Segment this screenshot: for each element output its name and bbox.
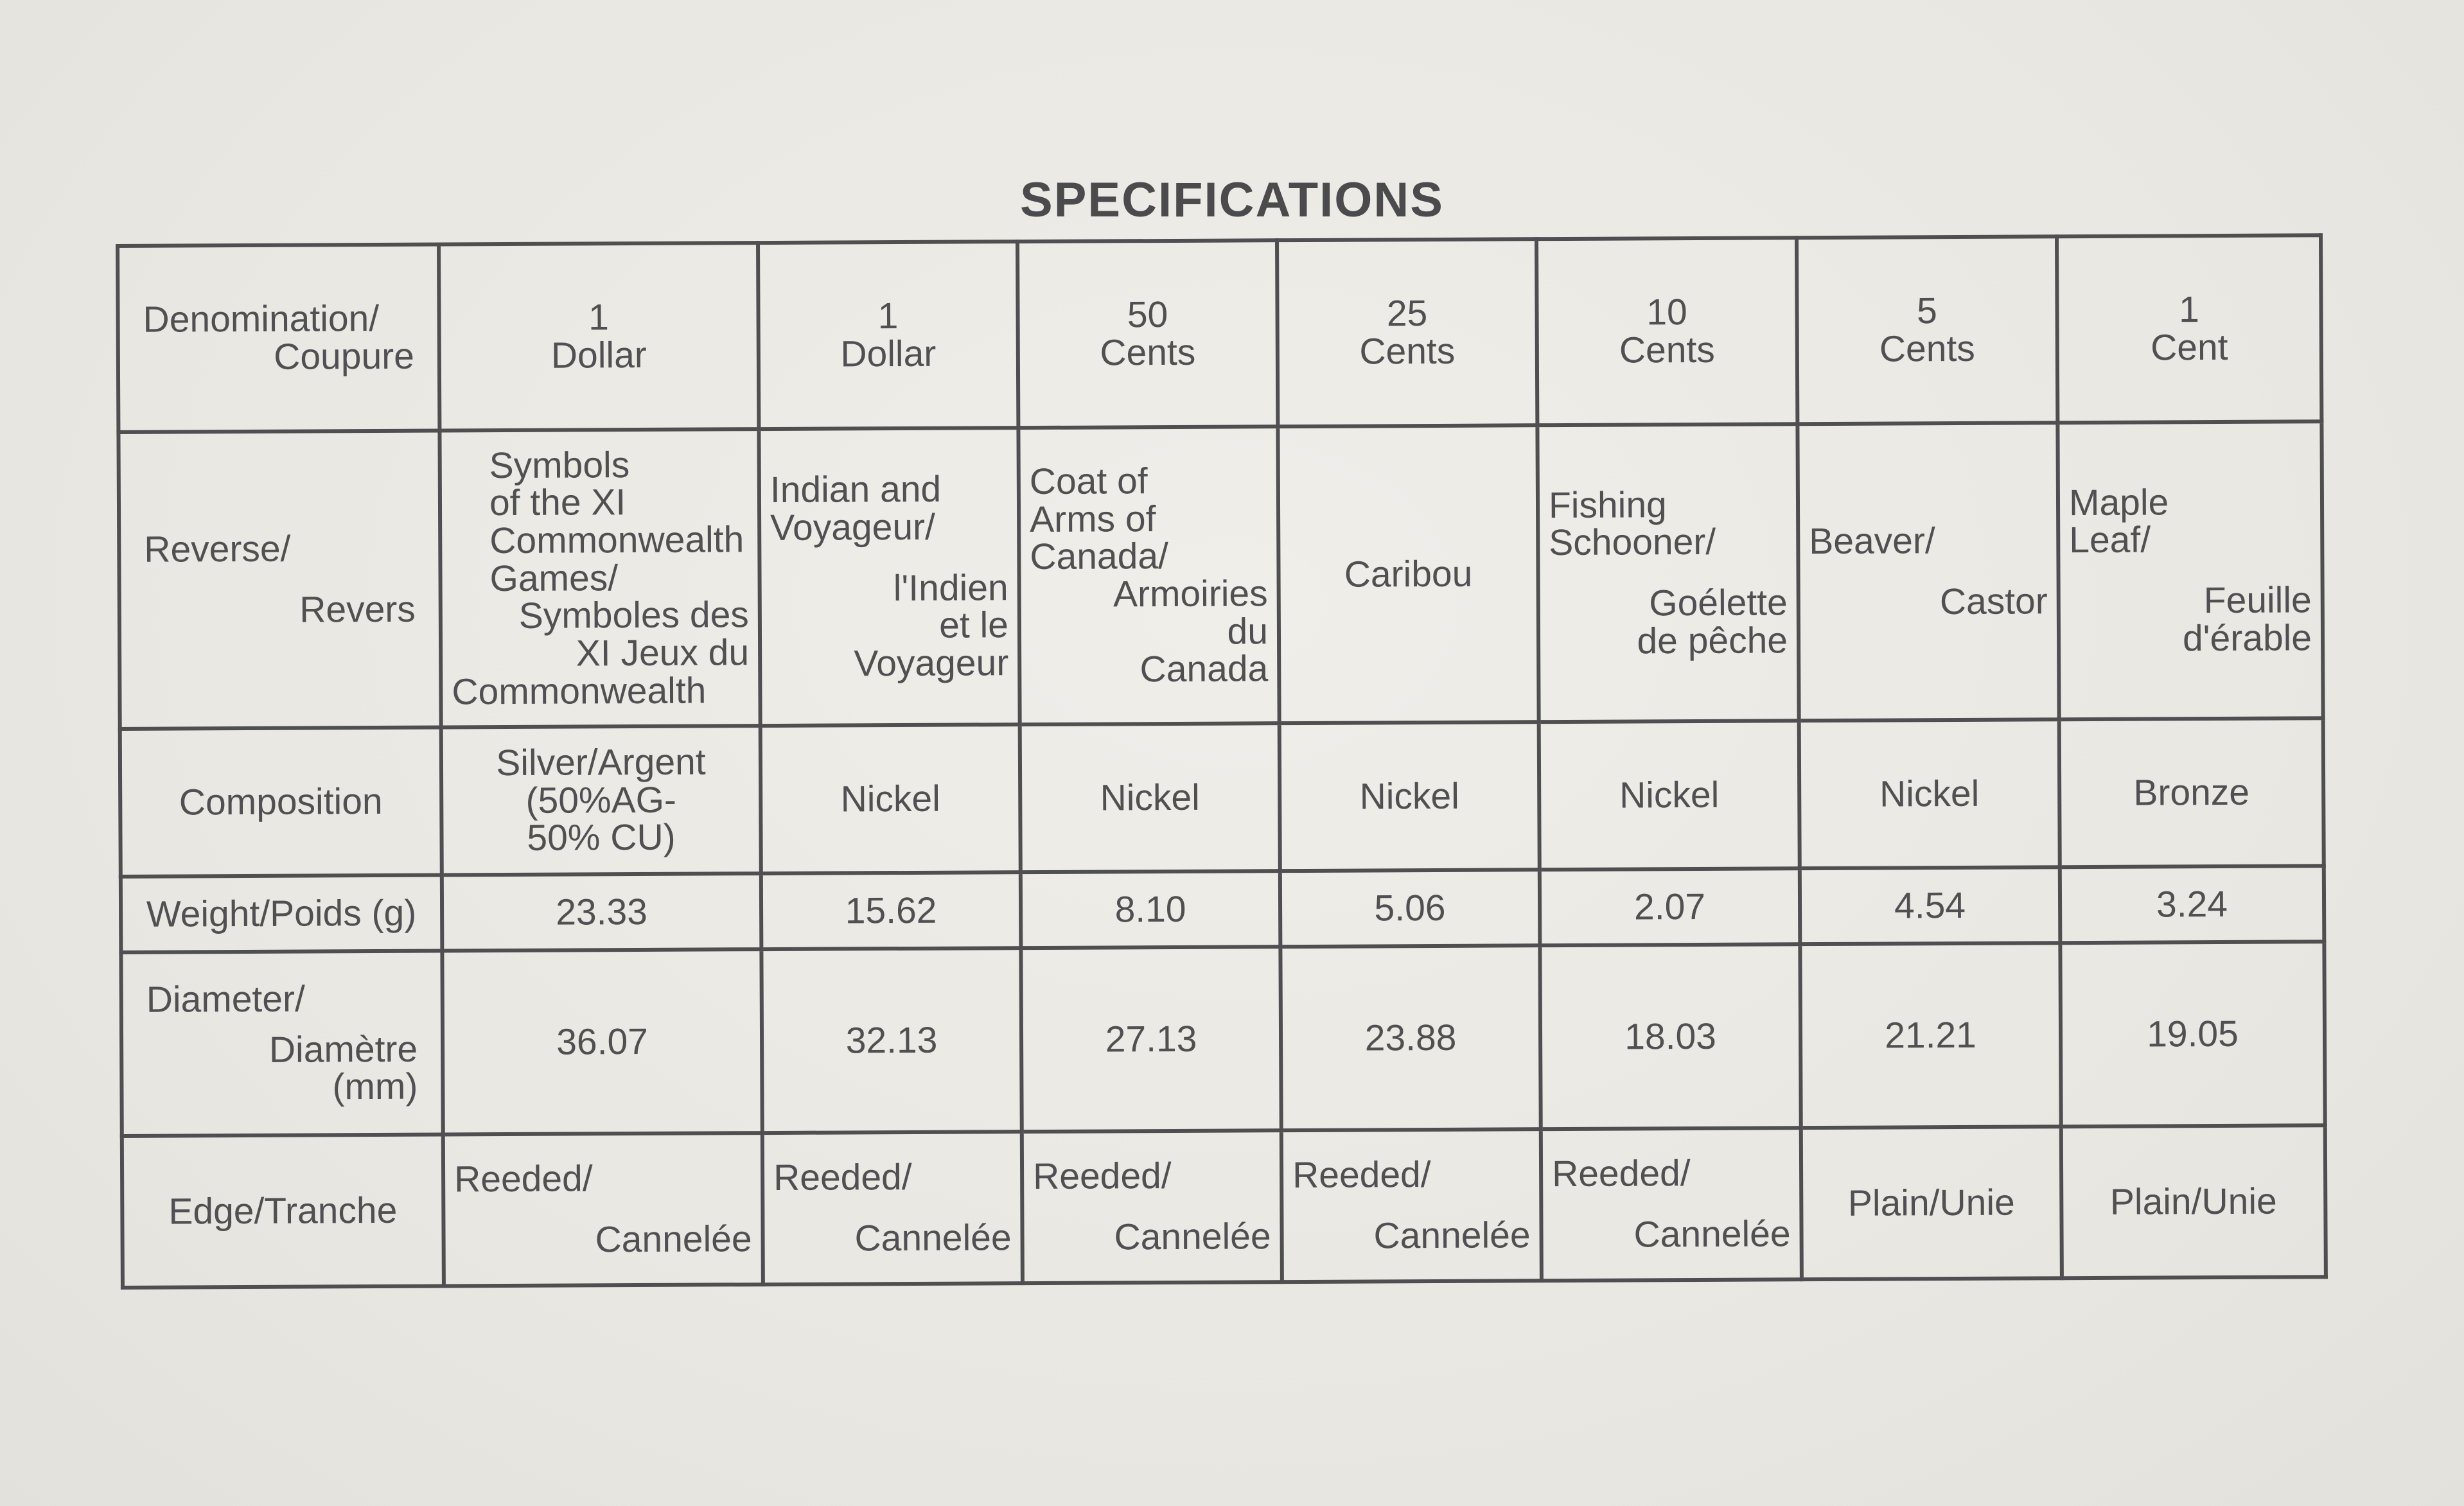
reverse-cell: Maple Leaf/ Feuille d'érable	[2057, 421, 2323, 719]
diameter-cell: 21.21	[1800, 943, 2061, 1128]
row-header-diameter: Diameter/ Diamètre (mm)	[121, 951, 443, 1136]
weight-cell: 8.10	[1021, 871, 1281, 948]
edge-cell: Reeded/ Cannelée	[1022, 1130, 1282, 1283]
denomination-cell: 1 Dollar	[758, 241, 1018, 429]
composition-cell: Nickel	[761, 724, 1021, 873]
denomination-cell: 1 Dollar	[439, 243, 759, 430]
edge-cell: Plain/Unie	[1801, 1126, 2062, 1279]
edge-cell: Reeded/ Cannelée	[443, 1133, 763, 1286]
row-header-denomination: Denomination/ Coupure	[118, 245, 439, 432]
weight-cell: 2.07	[1540, 868, 1800, 945]
denomination-cell: 25 Cents	[1277, 239, 1537, 426]
diameter-cell: 23.88	[1280, 945, 1540, 1130]
reverse-cell: Symbols of the XI Commonwealth Games/ Symboles des XI Jeux du Commonwealth	[439, 429, 760, 727]
denomination-cell: 1 Cent	[2057, 235, 2321, 423]
diameter-cell: 19.05	[2060, 941, 2325, 1126]
composition-cell: Silver/Argent (50%AG- 50% CU)	[441, 726, 761, 875]
reverse-cell: Caribou	[1278, 425, 1538, 723]
row-header-composition: Composition	[120, 728, 442, 877]
table-row-edge	[122, 1125, 2326, 1288]
reverse-cell: Coat of Arms of Canada/ Armoiries du Canada	[1018, 426, 1279, 724]
table-row-composition	[120, 718, 2324, 877]
edge-cell: Reeded/ Cannelée	[1281, 1129, 1542, 1282]
reverse-cell: Beaver/ Castor	[1797, 423, 2059, 721]
table-row-denomination	[118, 235, 2321, 432]
table-row-weight	[121, 866, 2325, 952]
specifications-table	[116, 233, 2328, 1290]
row-header-reverse: Reverse/ Revers	[118, 431, 441, 729]
page-title: SPECIFICATIONS	[1020, 173, 1444, 227]
composition-cell: Bronze	[2059, 718, 2324, 867]
diameter-cell: 18.03	[1540, 944, 1800, 1129]
weight-cell: 5.06	[1280, 870, 1540, 947]
edge-cell: Reeded/ Cannelée	[1541, 1128, 1802, 1281]
composition-cell: Nickel	[1539, 721, 1800, 870]
row-header-weight: Weight/Poids (g)	[121, 875, 443, 952]
weight-cell: 4.54	[1800, 867, 2061, 944]
denomination-cell: 10 Cents	[1536, 238, 1797, 425]
weight-cell: 23.33	[442, 873, 762, 950]
table-row-diameter	[121, 941, 2325, 1136]
denomination-cell: 5 Cents	[1797, 236, 2057, 424]
diameter-cell: 36.07	[442, 949, 762, 1134]
denomination-cell: 50 Cents	[1017, 240, 1278, 428]
weight-cell: 15.62	[761, 872, 1021, 949]
composition-cell: Nickel	[1020, 723, 1280, 872]
reverse-cell: Fishing Schooner/ Goélette de pêche	[1537, 424, 1799, 722]
composition-cell: Nickel	[1799, 719, 2060, 868]
row-header-edge: Edge/Tranche	[122, 1135, 444, 1288]
diameter-cell: 27.13	[1021, 947, 1281, 1132]
composition-cell: Nickel	[1280, 722, 1540, 871]
weight-cell: 3.24	[2060, 866, 2325, 943]
edge-cell: Plain/Unie	[2061, 1125, 2326, 1278]
table-row-reverse	[118, 421, 2323, 729]
edge-cell: Reeded/ Cannelée	[762, 1132, 1023, 1284]
diameter-cell: 32.13	[761, 948, 1021, 1133]
reverse-cell: Indian and Voyageur/ l'Indien et le Voyageur	[759, 428, 1019, 726]
